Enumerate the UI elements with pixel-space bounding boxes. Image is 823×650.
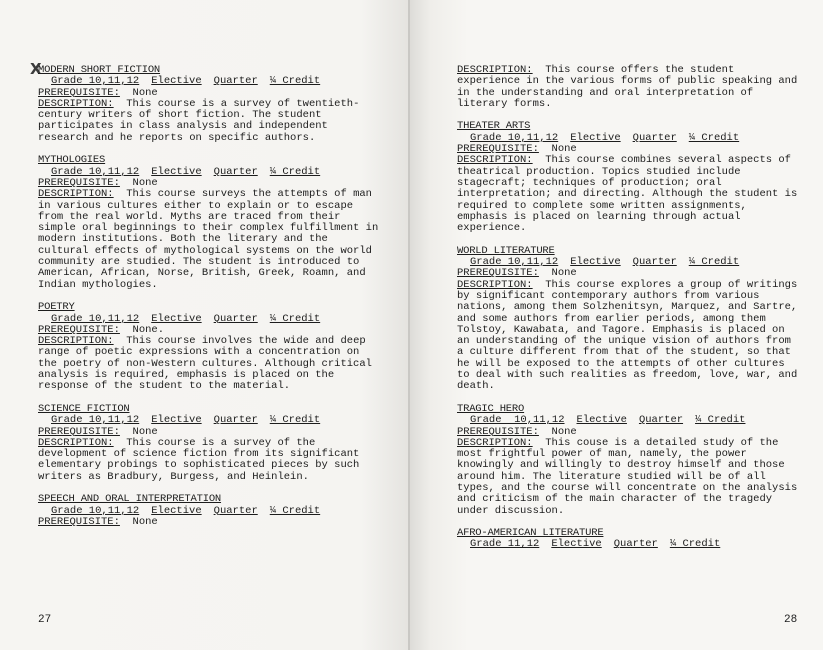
course-title: THEATER ARTS [457, 120, 531, 133]
course-world-literature [457, 246, 802, 393]
course-meta: Grade 10,11,12 Elective Quarter ¼ Credit [470, 256, 740, 269]
description: DESCRIPTION: This course surveys the attempts of man in various cultures either to explain or to escape from the real world. Myths are traced from their simple oral beginnings to their complex fulfillment in modern institutions. Both the literary and the cultural effects of mythological systems on the world community are studied. The student is introduced to American, African, Norse, British, Greek, Roamn, and Indian mythologies. [38, 188, 379, 291]
course-modern-short-fiction [38, 65, 383, 144]
course-title: WORLD LITERATURE [457, 244, 555, 257]
course-title: MYTHOLOGIES [38, 154, 106, 167]
prerequisite: PREREQUISITE: None [457, 425, 577, 438]
description: DESCRIPTION: This course involves the wide and deep range of poetic expressions with a concentration on the poetry of non-Western cultures. Although critical analysis is required, emphasis is placed on the response of the student to the material. [38, 335, 372, 393]
course-poetry [38, 302, 383, 392]
course-theater-arts [457, 121, 802, 234]
prerequisite: PREREQUISITE: None [38, 425, 158, 438]
course-meta: Grade 10,11,12 Elective Quarter ¼ Credit [470, 414, 746, 427]
course-meta: Grade 11,12 Elective Quarter ¼ Credit [470, 538, 721, 551]
handwritten-check-mark: X [30, 60, 42, 78]
course-title: AFRO-AMERICAN LITERATURE [457, 527, 604, 540]
prerequisite: PREREQUISITE: None [457, 267, 577, 280]
prerequisite: PREREQUISITE: None [38, 515, 158, 528]
course-title: POETRY [38, 301, 75, 314]
description: DESCRIPTION: This course combines several aspects of theatrical production. Topics studied include stagecraft; techniques of production; oral interpretation; and directing. Although the student is required to complete some written assignments, emphasis is placed on learning through actual experience. [457, 154, 798, 235]
description: DESCRIPTION: This couse is a detailed study of the most frightful power of man, namely, the power knowingly and willingly to destroy himself and those around him. The literature studied will be of all types, and the course will concentrate on the analysis and criticism of the main character of the tragedy under discussion. [457, 436, 798, 517]
prerequisite: PREREQUISITE: None [38, 176, 158, 189]
page-number: 27 [38, 614, 52, 626]
continued-description [457, 65, 802, 110]
course-mythologies [38, 155, 383, 291]
course-speech-and-oral-interpretation [38, 494, 383, 528]
right-column [457, 65, 802, 562]
course-afro-american-literature [457, 528, 802, 551]
course-meta: Grade 10,11,12 Elective Quarter ¼ Credit [51, 165, 321, 178]
right-page [410, 0, 823, 650]
description: DESCRIPTION: This course offers the student experience in the various forms of public speaking and in the understanding and oral interpretation of literary forms. [457, 64, 798, 110]
description: DESCRIPTION: This course is a survey of the development of science fiction from its significant elementary probings to sophisticated pieces by such writers as Bradbury, Burgess, and Heinlein. [38, 436, 360, 483]
description: DESCRIPTION: This course is a survey of twentieth-century writers of short fiction. The student participates in class analysis and independent research and he reports on specific authors. [38, 97, 360, 144]
prerequisite: PREREQUISITE: None [457, 143, 577, 156]
course-meta: Grade 10,11,12 Elective Quarter ¼ Credit [51, 414, 321, 427]
course-meta: Grade 10,11,12 Elective Quarter ¼ Credit [51, 75, 321, 88]
course-title: MODERN SHORT FICTION [38, 64, 161, 76]
left-page [0, 0, 410, 650]
page-number: 28 [784, 614, 798, 626]
description: DESCRIPTION: This course explores a group of writings by significant contemporary authors from various nations, among them Solzhenitsyn, Marquez, and Sartre, and some authors from earlier periods, among them Tolstoy, Kawabata, and Tagore. Emphasis is placed on an understanding of the unique vision of authors from a culture different from that of the student, so that he will be exposed to the attempts of other cultures to deal with such realities as freedom, love, war, and death. [457, 278, 798, 393]
course-science-fiction [38, 404, 383, 483]
course-title: SCIENCE FICTION [38, 402, 130, 415]
course-title: TRAGIC HERO [457, 402, 525, 415]
course-tragic-hero [457, 404, 802, 517]
course-meta: Grade 10,11,12 Elective Quarter ¼ Credit [51, 504, 321, 517]
course-meta: Grade 10,11,12 Elective Quarter ¼ Credit [470, 131, 740, 144]
prerequisite: PREREQUISITE: None [38, 86, 158, 99]
course-meta: Grade 10,11,12 Elective Quarter ¼ Credit [51, 312, 321, 325]
left-column [38, 65, 383, 539]
prerequisite: PREREQUISITE: None. [38, 323, 165, 336]
course-title: SPEECH AND ORAL INTERPRETATION [38, 493, 222, 506]
